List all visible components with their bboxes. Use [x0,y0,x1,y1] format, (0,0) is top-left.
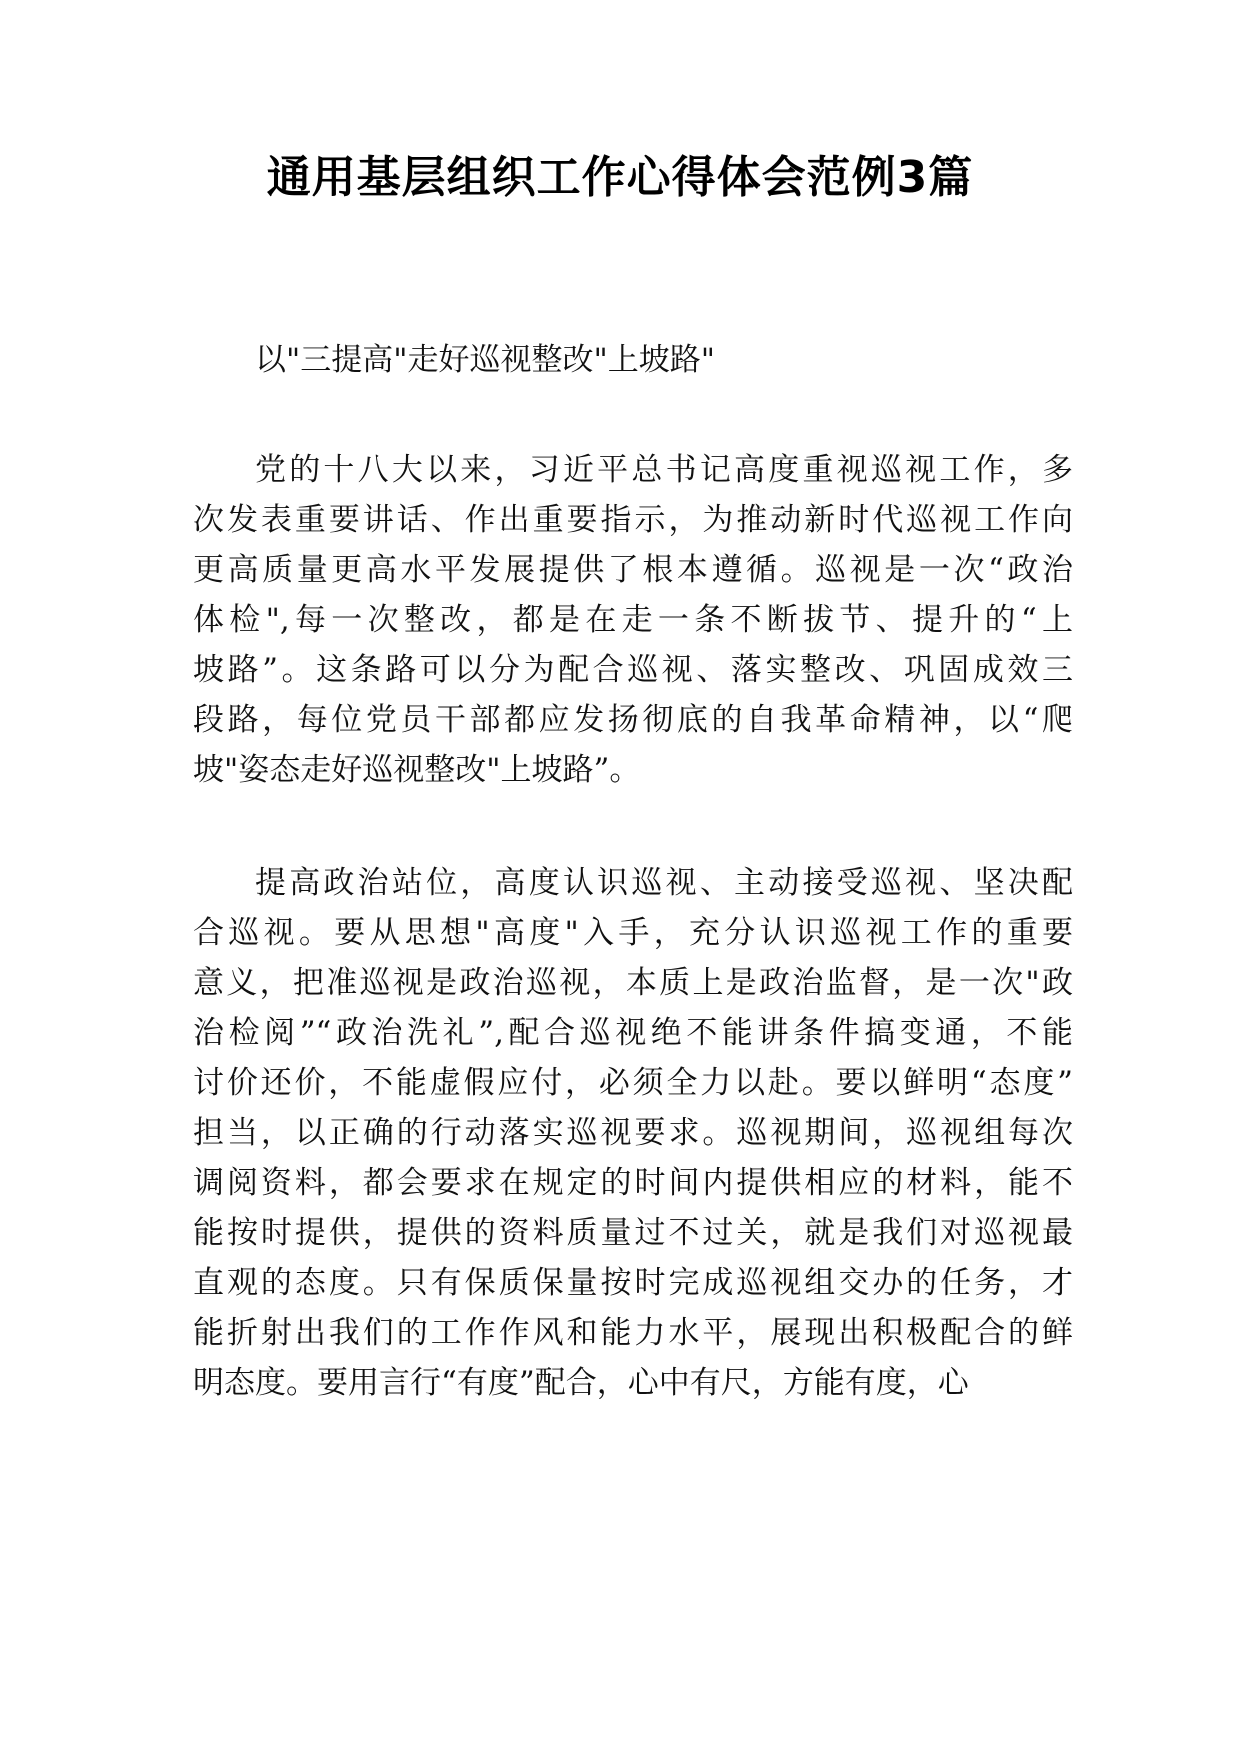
paragraph-line: 意义，把准巡视是政治巡视，本质上是政治监督，是一次"政 [193,965,1073,1001]
paragraph-line: 次发表重要讲话、作出重要指示，为推动新时代巡视工作向 [193,502,1073,538]
paragraph-line: 能按时提供，提供的资料质量过不过关，就是我们对巡视最 [193,1215,1073,1251]
paragraph-line: 提高政治站位，高度认识巡视、主动接受巡视、坚决配 [255,865,1073,901]
paragraph-line: 调阅资料，都会要求在规定的时间内提供相应的材料，能不 [193,1165,1073,1201]
paragraph-line: 治检阅”“政治洗礼”,配合巡视绝不能讲条件搞变通，不能 [193,1015,1073,1051]
paragraph-line: 直观的态度。只有保质保量按时完成巡视组交办的任务，才 [193,1265,1073,1301]
paragraph-line: 担当，以正确的行动落实巡视要求。巡视期间，巡视组每次 [193,1115,1073,1151]
paragraph-line: 更高质量更高水平发展提供了根本遵循。巡视是一次“政治 [193,552,1073,588]
paragraph-line: 明态度。要用言行“有度”配合，心中有尺，方能有度，心 [193,1365,969,1401]
paragraph-1 [193,445,1073,795]
paragraph-line: 坡路”。这条路可以分为配合巡视、落实整改、巩固成效三 [193,652,1073,688]
paragraph-line: 党的十八大以来，习近平总书记高度重视巡视工作，多 [255,452,1073,488]
paragraph-line: 体检",每一次整改，都是在走一条不断拔节、提升的“上 [193,602,1073,638]
paragraph-line: 讨价还价，不能虚假应付，必须全力以赴。要以鲜明“态度” [193,1065,1073,1101]
document-title: 通用基层组织工作心得体会范例3篇 [266,152,974,203]
paragraph-line: 能折射出我们的工作作风和能力水平，展现出积极配合的鲜 [193,1315,1073,1351]
paragraph-line: 合巡视。要从思想"高度"入手，充分认识巡视工作的重要 [193,915,1073,951]
paragraph-2 [193,858,1073,1408]
document-subtitle: 以"三提高"走好巡视整改"上坡路" [255,342,716,378]
paragraph-line: 坡"姿态走好巡视整改"上坡路”。 [193,752,641,788]
paragraph-line: 段路，每位党员干部都应发扬彻底的自我革命精神，以“爬 [193,702,1073,738]
